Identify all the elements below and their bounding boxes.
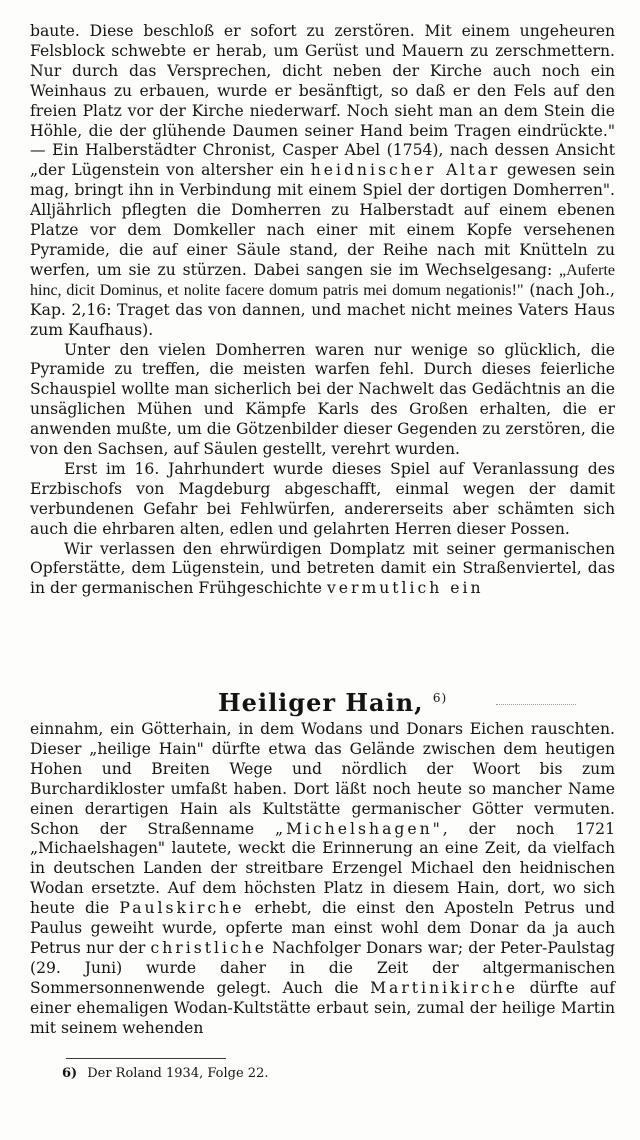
footnote-number: 6) — [62, 1066, 78, 1081]
paragraph-16th-century: Erst im 16. Jahrhundert wurde dieses Spiel auf Veranlassung des Erzbischofs von Magdeburg abgeschafft, einmal wegen der damit verbundenen Gefahr bei Fehlwürfen, andererseits aber schämten sich auch die ehrbaren alten, edlen und gelahrten Herren dieser Possen. — [30, 459, 615, 538]
section-heading-row — [0, 688, 640, 722]
spaced-emphasis: Martinikirche — [370, 978, 518, 997]
spaced-emphasis: Paulskirche — [119, 899, 245, 918]
spaced-emphasis: vermutlich ein — [326, 579, 484, 598]
footnote-text: Der Roland 1934, Folge 22. — [87, 1066, 269, 1081]
latin-quote: „Auferte hinc, dicit Dominus, et nolite facere domum patris mei domum negationis!" — [30, 261, 615, 299]
footnote-ref: 6) — [432, 691, 448, 705]
paragraph-domplatz: Wir verlassen den ehrwürdigen Domplatz mit seiner germanischen Opferstätte, dem Lügenstein, und betreten damit ein Straßenviertel, das in der germanischen Frühgeschichte vermutlich ein — [30, 539, 615, 598]
spaced-emphasis: christliche — [150, 938, 267, 957]
footnote — [62, 1066, 268, 1081]
paragraph-hain: einnahm, ein Götterhain, in dem Wodans und Donars Eichen rauschten. Dieser „heilige Hain" dürfte etwa das Gelände zwischen dem heutigen Hohen und Breiten Wege und nördlich der Woort bis zum Burchardikloster umfaßt haben. Dort läßt noch heute so mancher Name einen derartigen Hain als Kultstätte germanischer Götter vermuten. Schon der Straßenname „Michelshagen", der noch 1721 „Michaelshagen" lautete, weckt die Erinnerung an eine Zeit, da vielfach in deutschen Landen der streitbare Erzengel Michael den heidnischen Wodan ersetzte. Auf dem höchsten Platz in diesem Hain, dort, wo sich heute die Paulskirche erhebt, die einst den Aposteln Petrus und Paulus geweiht wurde, opferte man einst wohl dem Donar da ja auch Petrus nur der christliche Nachfolger Donars war; der Peter-Paulstag (29. Juni) wurde daher in die Zeit der altgermanischen Sommersonnenwende gelegt. Auch die Martinikirche dürfte auf einer ehemaligen Wodan-Kultstätte erbaut sein, zumal der heilige Martin mit seinem wehenden — [30, 720, 616, 1037]
paragraph-pyramid: Unter den vielen Domherren waren nur wenige so glücklich, die Pyramide zu treffen, die meisten warfen fehl. Durch dieses feierliche Schauspiel wollte man sicherlich bei der Nachwelt das Gedächtnis an die unsäglichen Mühen und Kämpfe Karls des Großen erhalten, die er anwenden mußte, um die Götzenbilder dieser Gegenden zu zerstören, die von den Sachsen, auf Säulen gestellt, verehrt wurden. — [30, 340, 615, 459]
footnote-divider — [66, 1058, 226, 1059]
spaced-emphasis: „Michelshagen" — [275, 819, 443, 838]
body-text-bottom — [30, 720, 615, 1039]
heading-rule — [496, 704, 576, 705]
body-text-top — [30, 22, 615, 599]
spaced-emphasis: heidnischer Altar — [310, 161, 501, 180]
paragraph-legend-continuation: baute. Diese beschloß er sofort zu zerstören. Mit einem ungeheuren Felsblock schwebte er herab, um Gerüst und Mauern zu zerschmettern. Nur durch das Versprechen, dicht neben der Kirche auch noch ein Weinhaus zu erbauen, wurde er besänftigt, so daß er den Fels auf den freien Platz vor der Kirche niederwarf. Noch sieht man an dem Stein die Höhle, die der glühende Daumen seiner Hand beim Tragen eindrückte." — Ein Halberstädter Chronist, Casper Abel (1754), nach dessen Ansicht „der Lügenstein von altersher ein heidnischer Altar gewesen sein mag, bringt ihn in Verbindung mit einem Spiel der dortigen Domherren". Alljährlich pflegten die Domherren zu Halberstadt auf einem ebenen Platze vor dem Domkeller nach einer mit einem Kopfe versehenen Pyramide, die auf einer Säule stand, der Reihe nach mit Knütteln zu werfen, um sie zu stürzen. Dabei sangen sie im Wechselgesang: „Auferte hinc, dicit Dominus, et nolite facere domum patris mei domum negationis!" (nach Joh., Kap. 2,16: Traget das von dannen, und machet nicht meines Vaters Haus zum Kaufhaus). — [30, 22, 615, 339]
section-heading: Heiliger Hain, $^{6)}$ — [218, 688, 448, 717]
